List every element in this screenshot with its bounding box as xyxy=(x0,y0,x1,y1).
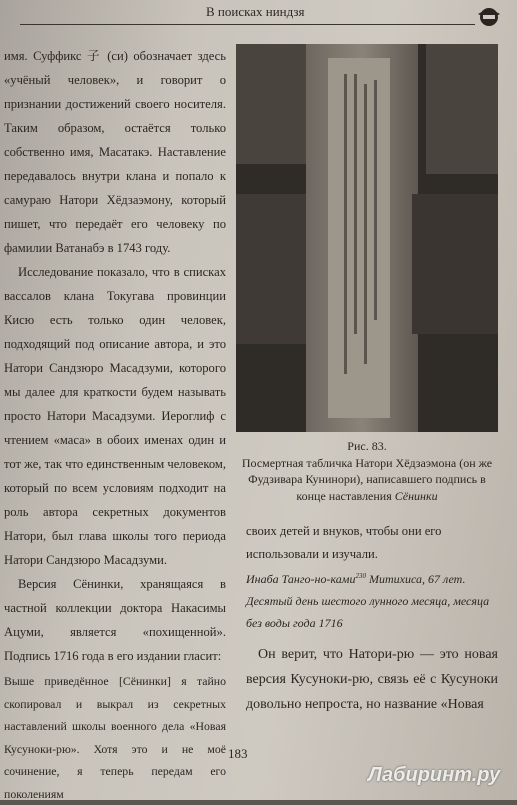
paragraph-3: Версия Сёнинки, хранящаяся в частной коллекции доктора Накасимы Ацуми, является «похищенной». Подпись 1716 года в его издании гласит: xyxy=(4,577,226,663)
signature-date: Десятый день шестого лунного месяца, месяца без воды года 1716 xyxy=(246,594,490,630)
paragraph-right: Он верит, что Натори-рю — это новая версия Кусуноки-рю, связь её с Кусуноки довольно непроста, но название «Новая xyxy=(246,647,498,712)
header-rule xyxy=(20,24,475,25)
figure-caption-italic: Сёнинки xyxy=(394,488,438,503)
running-header-title: В поисках ниндзя xyxy=(206,4,305,19)
figure-number: Рис. 83. xyxy=(347,439,387,453)
footnote-marker: 230 xyxy=(355,572,366,580)
continuation-line: своих детей и внуков, чтобы они его использовали и изучали. xyxy=(246,524,442,561)
page-number: 183 xyxy=(228,746,248,761)
quote-block: Выше приведённое [Сёнинки] я тайно скопировал и выкрал из секретных наставлений школы военного дела «Новая Кусуноки-рю». Хотя это и не моё сочинение, я теперь передам его поколениям xyxy=(4,674,226,801)
figure-caption-main: Посмертная табличка Натори Хёдзаэмона (он же Фудзивара Кунинори), написавшего подпись в конце наставления xyxy=(241,455,493,503)
left-text-column xyxy=(4,44,226,805)
signature-name: Инаба Танго-но-ками xyxy=(246,572,356,586)
paragraph-2: Исследование показало, что в списках вассалов клана Токугава провинции Кисю есть только один человек, подходящий под описание автора, и это Натори Сандзюро Масадзуми, которого мы далее для краткости будем называть просто Натори Масадзуми. Иероглиф с чтением «маса» в обоих именах один и тот же, так что единственным человеком, который по всем условиям подходит на роль автора секретных документов Натори, был глава школы того периода Натори Сандзюро Масадзуми. xyxy=(4,265,226,567)
watermark-logo: Лабиринт.ру xyxy=(368,764,501,786)
signature-name-rest: Митихиса, 67 лет. xyxy=(365,572,466,586)
right-text-column xyxy=(246,520,498,717)
paragraph-1: имя. Суффикс 子 (си) обозначает здесь «учёный человек», и говорит о признании достижений своего носителя. Таким образом, остаётся только собственно имя, Масатакэ. Наставление передавалось внутри клана и попало к самураю Натори Хёдзаэмону, который пишет, что передаёт его человеку по фамилии Ватанабэ в 1743 году. xyxy=(4,49,226,255)
memorial-tablet-photo xyxy=(236,44,498,432)
ninja-emblem-icon xyxy=(474,2,504,32)
figure-caption xyxy=(236,438,498,504)
running-header xyxy=(150,2,480,22)
figure-caption-text xyxy=(236,455,498,505)
signature-author xyxy=(246,565,498,590)
